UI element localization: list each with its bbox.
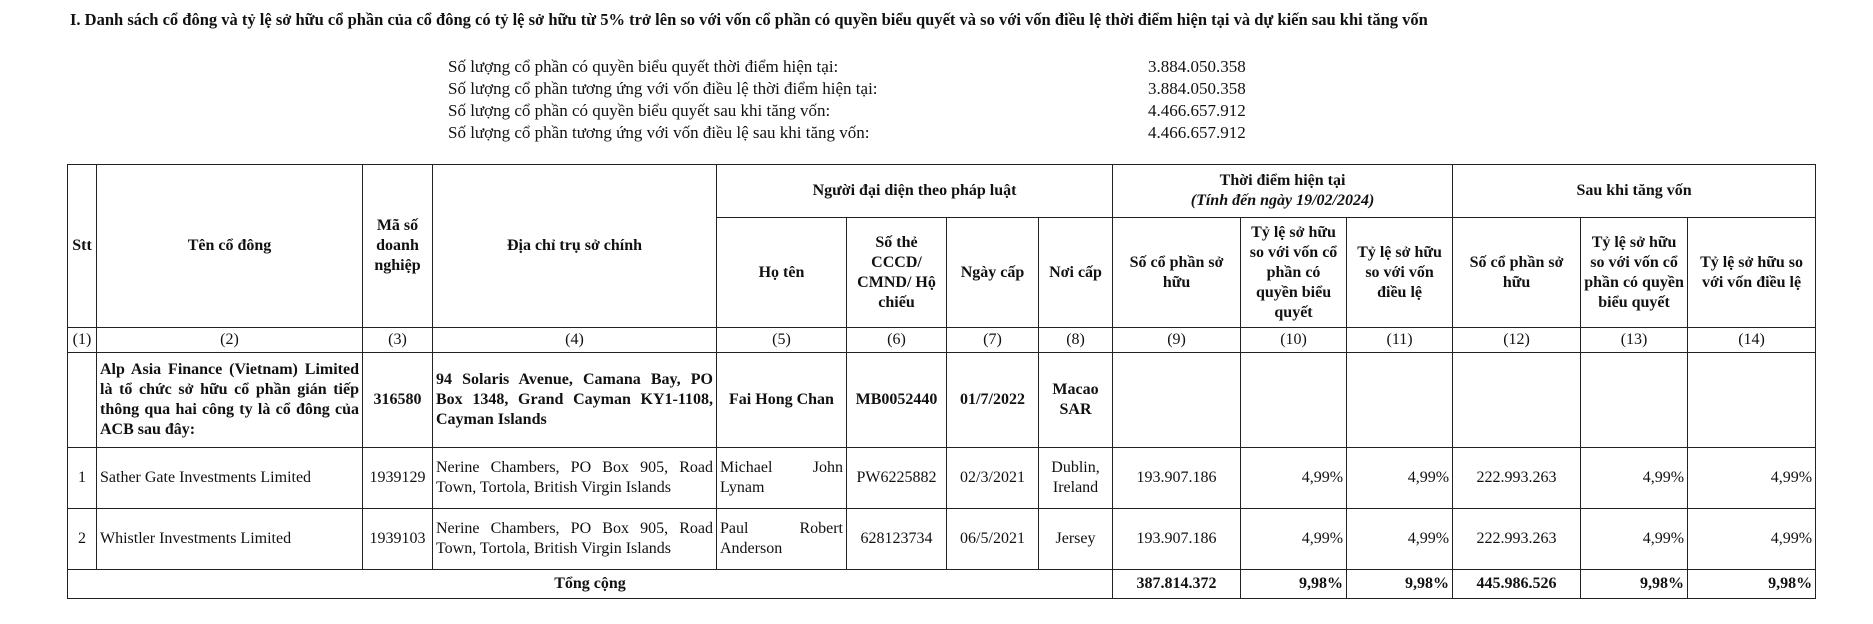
stat-value: 4.466.657.912 (1148, 101, 1246, 120)
cell-code: 1939129 (363, 448, 433, 509)
cell-pct-charter-after: 4,99% (1688, 448, 1816, 509)
cell-pct-voting-after: 4,99% (1581, 448, 1688, 509)
cell-pct-charter-now: 4,99% (1347, 509, 1453, 570)
cell-rep-place: Jersey (1039, 509, 1113, 570)
cell-rep-name: Fai Hong Chan (717, 353, 847, 448)
table-row (68, 509, 1816, 570)
cell-shares-now: 193.907.186 (1113, 448, 1241, 509)
cell-total-shares-after: 445.986.526 (1453, 570, 1581, 599)
cell-rep-name: Michael John Lynam (717, 448, 847, 509)
cell-rep-date: 01/7/2022 (947, 353, 1039, 448)
table-row-total (68, 570, 1816, 599)
cell-rep-place: Macao SAR (1039, 353, 1113, 448)
cell-rep-date: 02/3/2021 (947, 448, 1039, 509)
stat-row (448, 122, 1248, 144)
cell-total-pct-charter-after: 9,98% (1688, 570, 1816, 599)
header-shares-now: Số cổ phần sở hữu (1113, 218, 1241, 328)
stat-row (448, 100, 1248, 122)
cell-empty (1241, 353, 1347, 448)
stat-label: Số lượng cổ phần tương ứng với vốn điều lệ sau khi tăng vốn: (448, 123, 870, 142)
column-number: (12) (1453, 328, 1581, 353)
header-rep-place: Nơi cấp (1039, 218, 1113, 328)
header-current-title: Thời điểm hiện tại (1219, 172, 1346, 189)
stat-value: 4.466.657.912 (1148, 123, 1246, 142)
cell-empty (1453, 353, 1581, 448)
cell-stt: 2 (68, 509, 97, 570)
cell-address: 94 Solaris Avenue, Camana Bay, PO Box 1348, Grand Cayman KY1-1108, Cayman Islands (433, 353, 717, 448)
column-number: (10) (1241, 328, 1347, 353)
header-name: Tên cổ đông (97, 165, 363, 328)
cell-rep-id: MB0052440 (847, 353, 947, 448)
header-rep-id: Số thẻ CCCD/ CMND/ Hộ chiếu (847, 218, 947, 328)
cell-shares-after: 222.993.263 (1453, 448, 1581, 509)
cell-empty (1688, 353, 1816, 448)
cell-empty (1347, 353, 1453, 448)
cell-rep-date: 06/5/2021 (947, 509, 1039, 570)
cell-total-pct-charter-now: 9,98% (1347, 570, 1453, 599)
column-number: (1) (68, 328, 97, 353)
header-pct-voting-after: Tỷ lệ sở hữu so với vốn cổ phần có quyền biểu quyết (1581, 218, 1688, 328)
shareholder-table (67, 164, 1816, 599)
header-code: Mã số doanh nghiệp (363, 165, 433, 328)
share-stats (448, 56, 1248, 144)
cell-name: Alp Asia Finance (Vietnam) Limited là tổ chức sở hữu cổ phần gián tiếp thông qua hai công ty là cổ đông của ACB sau đây: (97, 353, 363, 448)
column-number: (9) (1113, 328, 1241, 353)
cell-address: Nerine Chambers, PO Box 905, Road Town, Tortola, British Virgin Islands (433, 448, 717, 509)
stat-row (448, 78, 1248, 100)
column-number-row (68, 328, 1816, 353)
header-shares-after: Số cổ phần sở hữu (1453, 218, 1581, 328)
column-number: (7) (947, 328, 1039, 353)
cell-pct-voting-after: 4,99% (1581, 509, 1688, 570)
cell-empty (1581, 353, 1688, 448)
column-number: (13) (1581, 328, 1688, 353)
column-number: (8) (1039, 328, 1113, 353)
cell-rep-id: 628123734 (847, 509, 947, 570)
section-heading: I. Danh sách cổ đông và tỷ lệ sở hữu cổ phần của cổ đông có tỷ lệ sở hữu từ 5% trở lên so với vốn cổ phần có quyền biểu quyết và so với vốn điều lệ thời điểm hiện tại và dự kiến sau khi tăng vốn (70, 10, 1428, 29)
column-number: (3) (363, 328, 433, 353)
cell-total-pct-voting-after: 9,98% (1581, 570, 1688, 599)
header-rep-name: Họ tên (717, 218, 847, 328)
column-number: (5) (717, 328, 847, 353)
cell-total-pct-voting-now: 9,98% (1241, 570, 1347, 599)
cell-empty (68, 353, 97, 448)
cell-pct-voting-now: 4,99% (1241, 509, 1347, 570)
column-number: (6) (847, 328, 947, 353)
header-address: Địa chỉ trụ sở chính (433, 165, 717, 328)
stat-value: 3.884.050.358 (1148, 79, 1246, 98)
header-pct-charter-after: Tỷ lệ sở hữu so với vốn điều lệ (1688, 218, 1816, 328)
cell-code: 1939103 (363, 509, 433, 570)
cell-name: Sather Gate Investments Limited (97, 448, 363, 509)
stat-label: Số lượng cổ phần tương ứng với vốn điều lệ thời điểm hiện tại: (448, 79, 878, 98)
cell-shares-now: 193.907.186 (1113, 509, 1241, 570)
header-current (1113, 165, 1453, 218)
cell-stt: 1 (68, 448, 97, 509)
cell-name: Whistler Investments Limited (97, 509, 363, 570)
column-number: (14) (1688, 328, 1816, 353)
table-row (68, 448, 1816, 509)
header-pct-charter-now: Tỷ lệ sở hữu so với vốn điều lệ (1347, 218, 1453, 328)
cell-pct-voting-now: 4,99% (1241, 448, 1347, 509)
cell-empty (1113, 353, 1241, 448)
cell-rep-id: PW6225882 (847, 448, 947, 509)
cell-shares-after: 222.993.263 (1453, 509, 1581, 570)
cell-pct-charter-now: 4,99% (1347, 448, 1453, 509)
table-row-parent (68, 353, 1816, 448)
header-pct-voting-now: Tỷ lệ sở hữu so với vốn cổ phần có quyền biểu quyết (1241, 218, 1347, 328)
cell-rep-place: Dublin, Ireland (1039, 448, 1113, 509)
stat-value: 3.884.050.358 (1148, 57, 1246, 76)
stat-label: Số lượng cổ phần có quyền biểu quyết sau khi tăng vốn: (448, 101, 831, 120)
cell-rep-name: Paul Robert Anderson (717, 509, 847, 570)
cell-address: Nerine Chambers, PO Box 905, Road Town, Tortola, British Virgin Islands (433, 509, 717, 570)
column-number: (2) (97, 328, 363, 353)
cell-total-label: Tổng cộng (68, 570, 1113, 599)
cell-total-shares-now: 387.814.372 (1113, 570, 1241, 599)
stat-label: Số lượng cổ phần có quyền biểu quyết thời điểm hiện tại: (448, 57, 839, 76)
cell-code: 316580 (363, 353, 433, 448)
cell-pct-charter-after: 4,99% (1688, 509, 1816, 570)
header-legal-rep: Người đại diện theo pháp luật (717, 165, 1113, 218)
header-rep-date: Ngày cấp (947, 218, 1039, 328)
stat-row (448, 56, 1248, 78)
header-stt: Stt (68, 165, 97, 328)
header-after: Sau khi tăng vốn (1453, 165, 1816, 218)
column-number: (11) (1347, 328, 1453, 353)
header-current-date: (Tính đến ngày 19/02/2024) (1190, 192, 1375, 209)
column-number: (4) (433, 328, 717, 353)
